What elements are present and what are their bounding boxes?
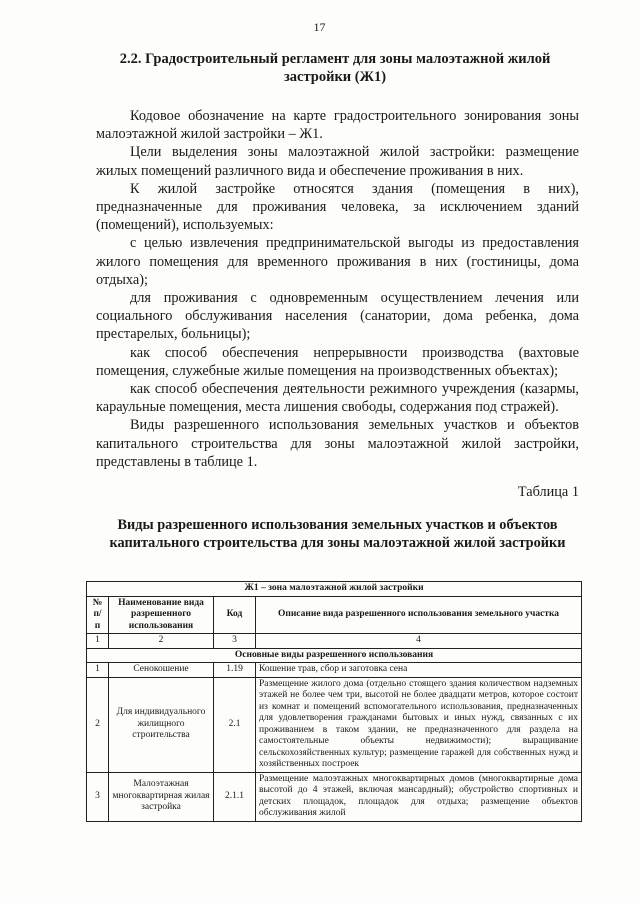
column-number: 4	[256, 634, 582, 649]
row-name: Для индивидуального жилищного строительства	[109, 677, 214, 772]
table-caption: Таблица 1	[517, 484, 579, 500]
section-header-row	[87, 648, 582, 663]
row-name: Малоэтажная многоквартирная жилая застройка	[109, 772, 214, 821]
header-description: Описание вида разрешенного использования земельного участка	[256, 596, 582, 634]
paragraph: как способ обеспечения непрерывности производства (вахтовые помещения, служебные жилые помещения на производственных объектах);	[96, 344, 579, 379]
row-description: Размещение малоэтажных многоквартирных домов (многоквартирные дома высотой до 4 этажей, включая мансардный); обустройство спортивных и детских площадок, площадок для отдыха; размещение объектов обслуживания жилой	[256, 772, 582, 821]
row-code: 2.1	[214, 677, 256, 772]
row-name: Сенокошение	[109, 663, 214, 678]
row-number: 1	[87, 663, 109, 678]
row-code: 2.1.1	[214, 772, 256, 821]
page-number: 17	[313, 20, 326, 34]
paragraph: с целью извлечения предпринимательской выгоды из предоставления жилого помещения для временного проживания в них (гостиницы, дома отдыха);	[96, 235, 579, 288]
paragraph: как способ обеспечения деятельности режимного учреждения (казармы, караульные помещения, места лишения свободы, содержания под стражей).	[96, 381, 579, 416]
zone-header-row	[87, 582, 582, 597]
paragraph: К жилой застройке относятся здания (помещения в них), предназначенные для проживания человека, за исключением зданий (помещений), используемых:	[96, 180, 579, 234]
column-number-row	[87, 634, 582, 649]
row-description: Размещение жилого дома (отдельно стоящего здания количеством надземных этажей не более чем три, высотой не более двадцати метров, которое состоит из комнат и помещений вспомогательного использования, предназначенных для удовлетворения гражданами бытовых и иных нужд, связанных с их проживанием в таком здании, не предназначенного для раздела на самостоятельные объекты недвижимости); выращивание сельскохозяйственных культур; размещение гаражей для собственных нужд и хозяйственных построек	[256, 677, 582, 772]
header-number: № п/ п	[87, 596, 109, 634]
header-code: Код	[214, 596, 256, 634]
row-number: 3	[87, 772, 109, 821]
land-use-table	[86, 581, 582, 822]
row-description: Кошение трав, сбор и заготовка сена	[256, 663, 582, 678]
row-code: 1.19	[214, 663, 256, 678]
body-text	[96, 107, 579, 471]
table-row	[87, 677, 582, 772]
table-row	[87, 663, 582, 678]
zone-header-cell: Ж1 – зона малоэтажной жилой застройки	[87, 582, 582, 597]
column-number: 3	[214, 634, 256, 649]
paragraph: для проживания с одновременным осуществлением лечения или социального обслуживания населения (санатории, дома ребенка, дома престарелых, больницы);	[96, 290, 579, 343]
paragraph: Цели выделения зоны малоэтажной жилой застройки: размещение жилых помещений различного вида и обеспечение проживания в них.	[96, 144, 579, 179]
column-number: 2	[109, 634, 214, 649]
paragraph: Виды разрешенного использования земельных участков и объектов капитального строительства для зоны малоэтажной жилой застройки, представлены в таблице 1.	[96, 417, 579, 470]
table-row	[87, 772, 582, 821]
column-header-row	[87, 596, 582, 634]
paragraph: Кодовое обозначение на карте градостроительного зонирования зоны малоэтажной жилой застройки – Ж1.	[96, 108, 579, 143]
column-number: 1	[87, 634, 109, 649]
section-header-cell: Основные виды разрешенного использования	[87, 648, 582, 663]
header-name: Наименование вида разрешенного использования	[109, 596, 214, 634]
section-heading: 2.2. Градостроительный регламент для зоны малоэтажной жилой застройки (Ж1)	[119, 51, 551, 85]
table-title: Виды разрешенного использования земельных участков и объектов капитального строительства для зоны малоэтажной жилой застройки	[109, 517, 566, 551]
row-number: 2	[87, 677, 109, 772]
